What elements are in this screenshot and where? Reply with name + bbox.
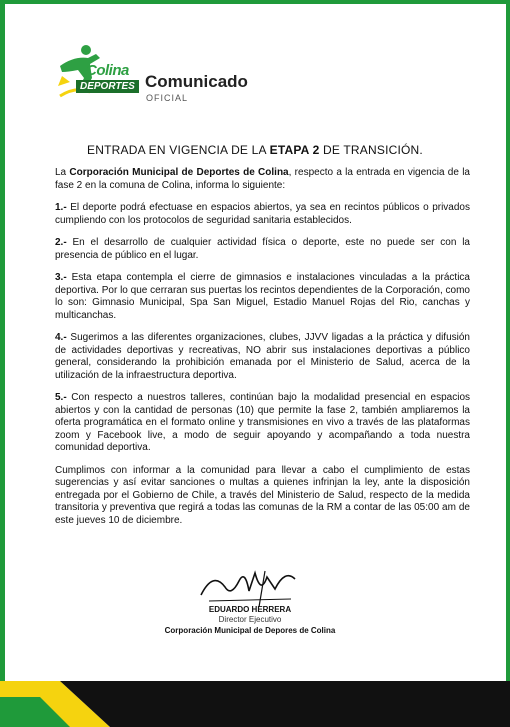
intro-post: , respecto a la entrada en vigencia de la fase 2 en la comuna de Colina, informa lo siguiente: bbox=[55, 167, 470, 191]
document-title-suffix: DE TRANSICIÓN. bbox=[319, 143, 423, 157]
list-item bbox=[55, 202, 470, 227]
footer-decoration bbox=[0, 681, 510, 727]
logo-word-deportes: DEPORTES bbox=[76, 80, 139, 93]
signatory-name: EDUARDO HERRERA bbox=[208, 605, 292, 614]
document-title-bold: ETAPA 2 bbox=[269, 143, 320, 157]
intro-paragraph bbox=[55, 167, 470, 192]
list-item bbox=[55, 237, 470, 262]
document-title-prefix: ENTRADA EN VIGENCIA DE LA bbox=[87, 143, 270, 157]
document-title bbox=[0, 143, 510, 157]
intro-pre: La bbox=[55, 167, 70, 178]
frame-top-border bbox=[0, 0, 510, 4]
item-text: Con respecto a nuestros talleres, continúan bajo la modalidad presencial en espacios abiertos y con la cantidad de personas (10) que permite la fase 2, también ampliaremos la oferta programática en el formato online y transmisiones en vivo a través de las plataformas zoom y Facebook live, a modo de seguir apoyando y acompañando a toda nuestra comunidad deportiva. bbox=[55, 392, 470, 453]
item-number: 2.- bbox=[55, 237, 67, 248]
frame-left-border bbox=[0, 0, 5, 727]
frame-right-border bbox=[506, 0, 510, 727]
intro-organization: Corporación Municipal de Deportes de Colina bbox=[69, 167, 289, 178]
item-number: 5.- bbox=[55, 392, 67, 403]
header-title: Comunicado bbox=[145, 72, 248, 91]
list-item bbox=[55, 332, 470, 382]
colina-deportes-logo bbox=[56, 42, 141, 108]
item-number: 3.- bbox=[55, 272, 67, 283]
signatory-organization: Corporación Municipal de Depores de Colina bbox=[164, 626, 336, 635]
logo-word-colina: Colina bbox=[86, 62, 129, 79]
handwritten-signature-icon bbox=[195, 565, 305, 609]
item-text: En el desarrollo de cualquier actividad física o deporte, este no puede ser con la presencia de público en el lugar. bbox=[55, 237, 470, 261]
list-item bbox=[55, 392, 470, 455]
item-text: Esta etapa contempla el cierre de gimnasios e instalaciones vinculadas a la práctica deportiva. Por lo que cerraran sus puertas los recintos dependientes de la Corporación, como lo son: Gimnasio Municipal, Spa San Miguel, Estadio Manuel Rojas del Rio, canchas y multicanchas. bbox=[55, 272, 470, 321]
list-item bbox=[55, 272, 470, 322]
item-number: 1.- bbox=[55, 202, 67, 213]
item-number: 4.- bbox=[55, 332, 67, 343]
document-body bbox=[55, 167, 470, 537]
signatory-role: Director Ejecutivo bbox=[218, 615, 282, 624]
item-text: Sugerimos a las diferentes organizaciones, clubes, JJVV ligadas a la práctica y difusión de actividades deportivas y recreativas, NO abrir sus instalaciones deportivas a público general, considerando la prohibición emanada por el Ministerio de Salud, acerca de la utilización de la infraestructura deportiva. bbox=[55, 332, 470, 381]
closing-paragraph: Cumplimos con informar a la comunidad para llevar a cabo el cumplimiento de estas sugerencias y así evitar sanciones o multas a quienes infrinjan la ley, ante la disposición entregada por el Gobierno de Chile, a través del Ministerio de Salud, respecto de la medida transitoria y preventiva que regirá a todas las comunas de la RM a contar de las 05:00 am de este jueves 10 de diciembre. bbox=[55, 464, 470, 526]
header-subtitle: OFICIAL bbox=[146, 93, 189, 103]
item-text: El deporte podrá efectuase en espacios abiertos, ya sea en recintos públicos o privados cumpliendo con los protocolos de seguridad sanitaria establecidos. bbox=[55, 202, 470, 226]
